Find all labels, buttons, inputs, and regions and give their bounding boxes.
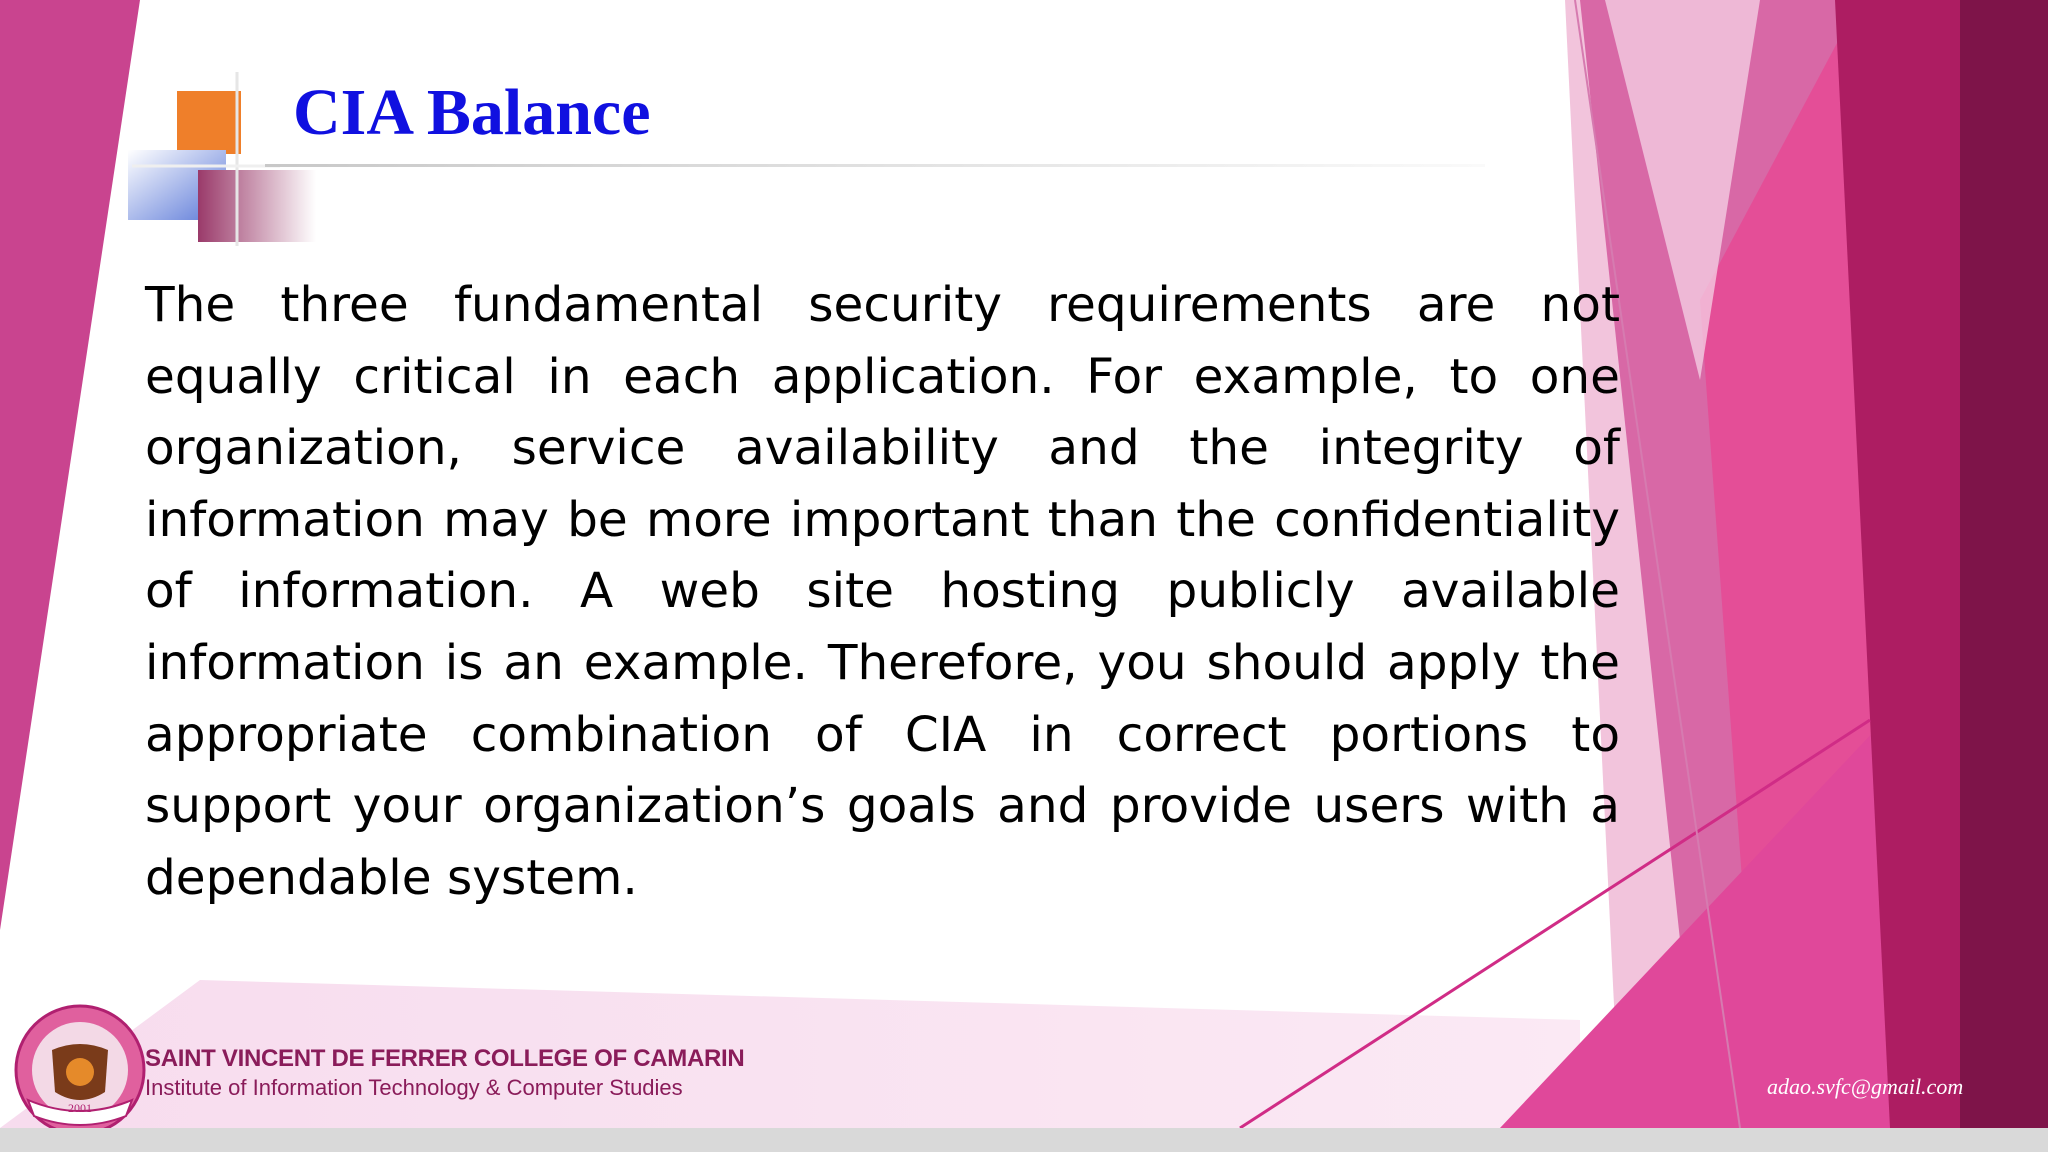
right-tri-dark <box>1960 0 2048 1128</box>
title-square-plum <box>198 170 316 242</box>
college-name: SAINT VINCENT DE FERRER COLLEGE OF CAMARIN <box>145 1045 745 1072</box>
slide-title: CIA Balance <box>293 76 651 149</box>
title-underline <box>265 164 1485 167</box>
bottom-strip <box>0 1128 2048 1152</box>
contact-email: adao.svfc@gmail.com <box>1767 1074 1964 1099</box>
seal-year: 2001 <box>68 1101 92 1115</box>
body-paragraph: The three fundamental security requirements are not equally critical in each application. For example, to one organization, service availability and the integrity of information may be more important than the confidentiality of information. A web site hosting publicly available information is an example. Therefore, you should apply the appropriate combination of CIA in correct portions to support your organization’s goals and provide users with a dependable system. <box>145 277 1620 906</box>
title-square-orange <box>177 91 241 154</box>
left-edge-shape <box>0 0 140 930</box>
institute-name: Institute of Information Technology & Computer Studies <box>145 1075 683 1100</box>
footer-institution <box>145 1044 744 1102</box>
college-seal-logo <box>10 1000 150 1140</box>
